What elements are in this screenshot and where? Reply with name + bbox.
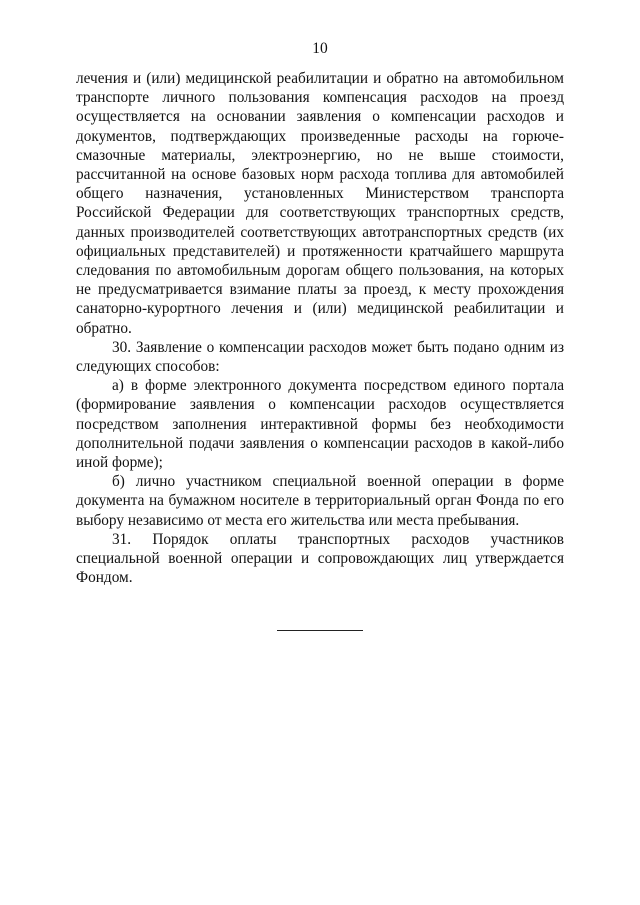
paragraph-item-31: 31. Порядок оплаты транспортных расходов участников специальной военной операции и сопровождающих лиц утверждается Фондом. <box>76 530 564 587</box>
document-body <box>76 69 564 587</box>
paragraph-subitem-b: б) лично участником специальной военной операции в форме документа на бумажном носителе в территориальный орган Фонда по его выбору независимо от места его жительства или места пребывания. <box>76 473 564 529</box>
end-separator-line <box>277 630 363 631</box>
paragraph-item-30: 30. Заявление о компенсации расходов может быть подано одним из следующих способов: <box>76 338 564 376</box>
paragraph-continuation: лечения и (или) медицинской реабилитации и обратно на автомобильном транспорте личного пользования компенсация расходов на проезд осуществляется на основании заявления о компенсации расходов и документов, подтверждающих произведенные расходы на горюче-смазочные материалы, электроэнергию, но не выше стоимости, рассчитанной на основе базовых норм расхода топлива для автомобилей общего назначения, установленных Министерством транспорта Российской Федерации для соответствующих транспортных средств, данных производителей соответствующих автотранспортных средств (их официальных представителей) и протяженности кратчайшего маршрута следования по автомобильным дорогам общего пользования, на которых не предусматривается взимание платы за проезд, к месту прохождения санаторно-курортного лечения и (или) медицинской реабилитации и обратно. <box>76 70 564 337</box>
paragraph-subitem-a: а) в форме электронного документа посредством единого портала (формирование заявления о компенсации расходов осуществляется посредством заполнения интерактивной формы без необходимости дополнительной подачи заявления о компенсации расходов в какой-либо иной форме); <box>76 377 564 472</box>
page-number: 10 <box>312 40 328 57</box>
